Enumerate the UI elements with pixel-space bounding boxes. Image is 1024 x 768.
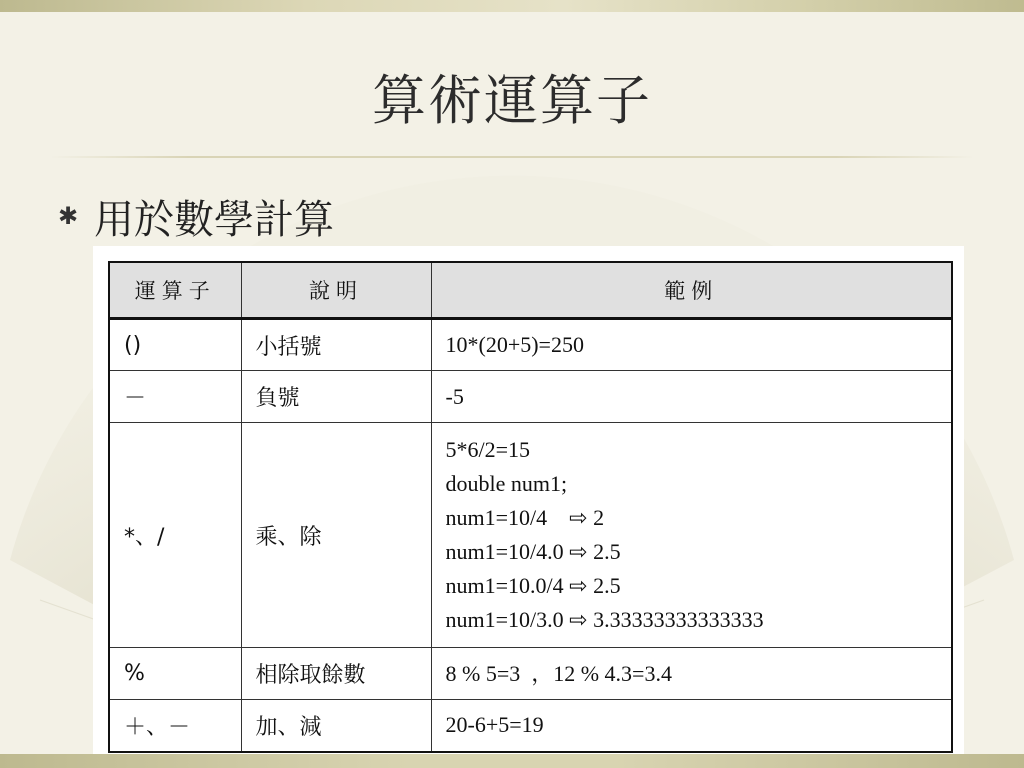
header-description: 說明 (241, 262, 431, 319)
slide-title: 算術運算子 (372, 69, 652, 132)
table-header-row (109, 262, 952, 319)
operator-cell: － (109, 371, 241, 423)
title-divider (50, 156, 974, 158)
example-line: double num1; (445, 471, 568, 496)
example-line: num1=10.0/4 ⇨ 2.5 (445, 573, 621, 598)
asterisk-bullet-icon: ✱ (58, 202, 79, 230)
example-line: 20-6+5=19 (445, 712, 544, 738)
operator-table (108, 261, 953, 753)
operator-cell: () (109, 319, 241, 371)
operator-table-panel (93, 246, 964, 758)
example-line: num1=10/4 ⇨ 2 (445, 505, 605, 530)
bullet-text: 用於數學計算 (94, 196, 334, 243)
description-cell: 加、減 (241, 700, 431, 752)
operator-cell: % (109, 648, 241, 700)
example-cell (431, 648, 952, 700)
table-row (109, 648, 952, 700)
table-row (109, 371, 952, 423)
header-example: 範例 (431, 262, 952, 319)
bullet-item (58, 188, 334, 244)
bottom-decorative-band (0, 754, 1024, 768)
table-row (109, 319, 952, 371)
description-cell: 相除取餘數 (241, 648, 431, 700)
top-decorative-band (0, 0, 1024, 12)
example-line: num1=10/3.0 ⇨ 3.33333333333333 (445, 607, 764, 632)
table-row (109, 423, 952, 648)
operator-cell: *、/ (109, 423, 241, 648)
example-line: 5*6/2=15 (445, 437, 531, 462)
example-line: 10*(20+5)=250 (445, 332, 584, 357)
example-cell (431, 319, 952, 371)
description-cell: 小括號 (241, 319, 431, 371)
example-line: -5 (445, 383, 464, 409)
example-cell (431, 700, 952, 752)
example-cell (431, 423, 952, 648)
example-line: num1=10/4.0 ⇨ 2.5 (445, 539, 621, 564)
example-line: 8 % 5=3 ，12 % 4.3=3.4 (445, 660, 672, 686)
description-cell: 乘、除 (241, 423, 431, 648)
description-cell: 負號 (241, 371, 431, 423)
example-cell (431, 371, 952, 423)
header-operator: 運算子 (109, 262, 241, 319)
operator-cell: ＋、－ (109, 700, 241, 752)
table-row (109, 700, 952, 752)
